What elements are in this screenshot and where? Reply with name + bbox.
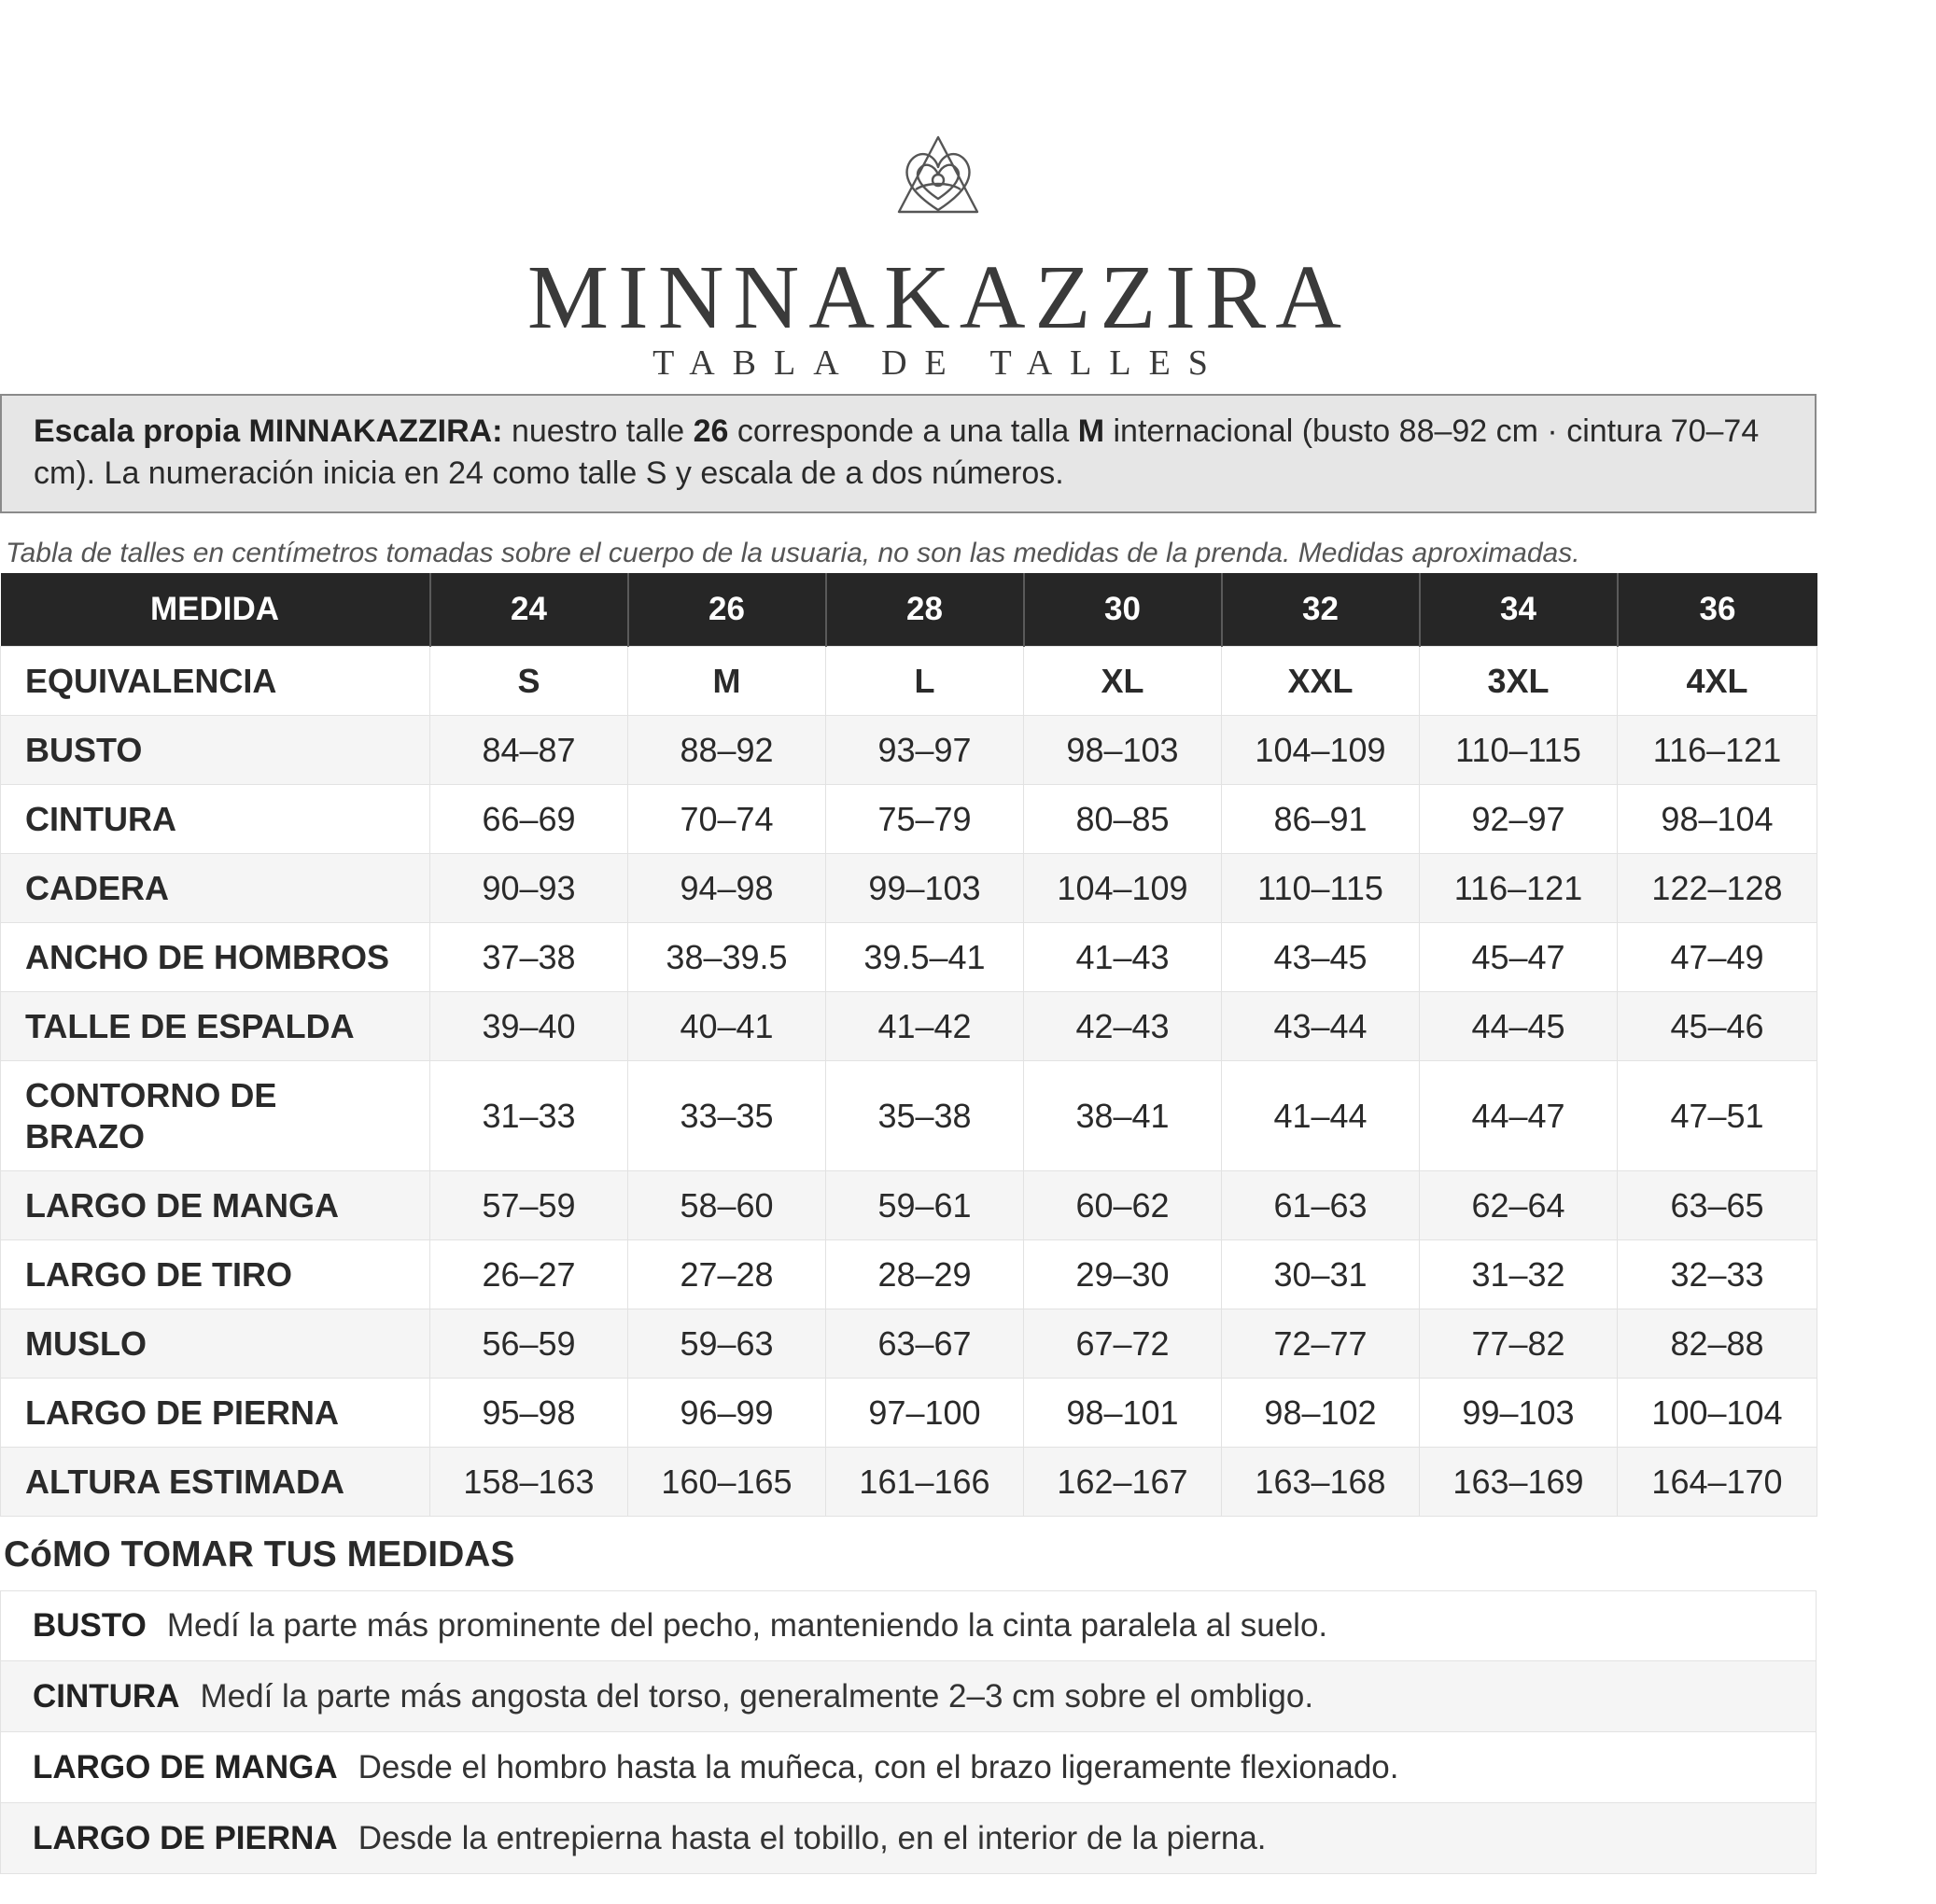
row-label: LARGO DE MANGA — [1, 1171, 430, 1240]
table-cell: 32–33 — [1618, 1240, 1817, 1309]
table-cell: 35–38 — [826, 1061, 1024, 1171]
brand-name: MINNAKAZZIRA — [526, 247, 1352, 348]
table-cell: 41–44 — [1222, 1061, 1420, 1171]
howto-term: LARGO DE MANGA — [33, 1748, 338, 1785]
table-cell: 38–41 — [1024, 1061, 1222, 1171]
table-cell: 26–27 — [430, 1240, 628, 1309]
table-cell: XL — [1024, 647, 1222, 716]
table-row — [1, 1309, 1817, 1379]
header-size: 30 — [1024, 573, 1222, 647]
row-label: EQUIVALENCIA — [1, 647, 430, 716]
table-cell: 95–98 — [430, 1379, 628, 1448]
howto-list — [0, 1590, 1817, 1874]
table-cell: 90–93 — [430, 854, 628, 923]
howto-term: BUSTO — [33, 1607, 147, 1644]
table-cell: 67–72 — [1024, 1309, 1222, 1379]
table-row — [1, 923, 1817, 992]
table-cell: 104–109 — [1222, 716, 1420, 785]
howto-term: CINTURA — [33, 1677, 180, 1715]
table-cell: 61–63 — [1222, 1171, 1420, 1240]
row-label: ANCHO DE HOMBROS — [1, 923, 430, 992]
table-cell: 164–170 — [1618, 1448, 1817, 1517]
table-cell: 84–87 — [430, 716, 628, 785]
table-cell: 116–121 — [1618, 716, 1817, 785]
table-cell: 160–165 — [628, 1448, 826, 1517]
table-cell: S — [430, 647, 628, 716]
table-cell: 27–28 — [628, 1240, 826, 1309]
header-size: 36 — [1618, 573, 1817, 647]
row-label: MUSLO — [1, 1309, 430, 1379]
table-cell: M — [628, 647, 826, 716]
row-label: CADERA — [1, 854, 430, 923]
howto-text: Medí la parte más angosta del torso, generalmente 2–3 cm sobre el ombligo. — [200, 1677, 1314, 1715]
table-row — [1, 1448, 1817, 1517]
header-size: 32 — [1222, 573, 1420, 647]
table-cell: 110–115 — [1222, 854, 1420, 923]
table-cell: 33–35 — [628, 1061, 826, 1171]
table-row — [1, 1240, 1817, 1309]
table-cell: 44–45 — [1420, 992, 1618, 1061]
table-cell: 30–31 — [1222, 1240, 1420, 1309]
table-cell: 43–44 — [1222, 992, 1420, 1061]
table-cell: 98–101 — [1024, 1379, 1222, 1448]
row-label: CONTORNO DE BRAZO — [1, 1061, 430, 1171]
table-cell: 99–103 — [1420, 1379, 1618, 1448]
table-cell: 116–121 — [1420, 854, 1618, 923]
table-cell: 63–65 — [1618, 1171, 1817, 1240]
notice-text-2: corresponde a una talla — [728, 413, 1078, 449]
table-cell: 80–85 — [1024, 785, 1222, 854]
table-cell: 94–98 — [628, 854, 826, 923]
notice-size-letter: M — [1077, 413, 1105, 449]
table-cell: 161–166 — [826, 1448, 1024, 1517]
howto-text: Desde el hombro hasta la muñeca, con el brazo ligeramente flexionado. — [358, 1748, 1399, 1785]
table-row — [1, 1379, 1817, 1448]
size-table — [0, 573, 1817, 1517]
table-cell: 59–61 — [826, 1171, 1024, 1240]
table-row — [1, 785, 1817, 854]
table-cell: 82–88 — [1618, 1309, 1817, 1379]
celtic-heart-knot-icon — [893, 133, 983, 219]
table-cell: 98–104 — [1618, 785, 1817, 854]
table-cell: 110–115 — [1420, 716, 1618, 785]
table-cell: 92–97 — [1420, 785, 1618, 854]
howto-text: Medí la parte más prominente del pecho, manteniendo la cinta paralela al suelo. — [166, 1607, 1328, 1644]
table-cell: 96–99 — [628, 1379, 826, 1448]
table-cell: 158–163 — [430, 1448, 628, 1517]
table-cell: 122–128 — [1618, 854, 1817, 923]
table-cell: 72–77 — [1222, 1309, 1420, 1379]
howto-title: CóMO TOMAR TUS MEDIDAS — [4, 1534, 515, 1575]
table-cell: 63–67 — [826, 1309, 1024, 1379]
table-cell: 29–30 — [1024, 1240, 1222, 1309]
table-cell: 86–91 — [1222, 785, 1420, 854]
table-cell: 58–60 — [628, 1171, 826, 1240]
howto-term: LARGO DE PIERNA — [33, 1819, 338, 1856]
header-size: 24 — [430, 573, 628, 647]
table-cell: 47–49 — [1618, 923, 1817, 992]
table-cell: 163–169 — [1420, 1448, 1618, 1517]
table-row — [1, 1061, 1817, 1171]
table-cell: 47–51 — [1618, 1061, 1817, 1171]
table-cell: 62–64 — [1420, 1171, 1618, 1240]
table-cell: 45–46 — [1618, 992, 1817, 1061]
row-label: LARGO DE PIERNA — [1, 1379, 430, 1448]
brand-subtitle: TABLA DE TALLES — [652, 343, 1226, 383]
table-row — [1, 992, 1817, 1061]
table-cell: 39–40 — [430, 992, 628, 1061]
header-size: 28 — [826, 573, 1024, 647]
header-size: 26 — [628, 573, 826, 647]
table-cell: 57–59 — [430, 1171, 628, 1240]
row-label: BUSTO — [1, 716, 430, 785]
table-cell: 40–41 — [628, 992, 826, 1061]
table-cell: 43–45 — [1222, 923, 1420, 992]
table-cell: 41–42 — [826, 992, 1024, 1061]
table-cell: 31–33 — [430, 1061, 628, 1171]
table-cell: 70–74 — [628, 785, 826, 854]
table-cell: 39.5–41 — [826, 923, 1024, 992]
table-cell: 98–103 — [1024, 716, 1222, 785]
header-medida: MEDIDA — [1, 573, 430, 647]
table-cell: 59–63 — [628, 1309, 826, 1379]
table-row — [1, 647, 1817, 716]
table-cell: 31–32 — [1420, 1240, 1618, 1309]
row-label: ALTURA ESTIMADA — [1, 1448, 430, 1517]
notice-size-number: 26 — [693, 413, 729, 449]
table-cell: 93–97 — [826, 716, 1024, 785]
notice-text-1: nuestro talle — [502, 413, 694, 449]
howto-item — [0, 1590, 1817, 1661]
table-cell: 75–79 — [826, 785, 1024, 854]
table-cell: 100–104 — [1618, 1379, 1817, 1448]
table-row — [1, 716, 1817, 785]
table-cell: 44–47 — [1420, 1061, 1618, 1171]
row-label: CINTURA — [1, 785, 430, 854]
table-cell: 3XL — [1420, 647, 1618, 716]
table-cell: 98–102 — [1222, 1379, 1420, 1448]
howto-item — [0, 1803, 1817, 1874]
table-cell: 28–29 — [826, 1240, 1024, 1309]
table-row — [1, 1171, 1817, 1240]
table-cell: 56–59 — [430, 1309, 628, 1379]
table-cell: 162–167 — [1024, 1448, 1222, 1517]
table-cell: 41–43 — [1024, 923, 1222, 992]
notice-text-3: internacional (busto 88–92 cm · cintura 70–74 cm). La numeración inicia en 24 como talle S y escala de a dos números. — [34, 413, 1760, 491]
howto-item — [0, 1661, 1817, 1732]
table-cell: 4XL — [1618, 647, 1817, 716]
table-caption: Tabla de talles en centímetros tomadas sobre el cuerpo de la usuaria, no son las medidas de la prenda. Medidas aproximadas. — [6, 538, 1580, 568]
table-cell: 163–168 — [1222, 1448, 1420, 1517]
table-cell: 66–69 — [430, 785, 628, 854]
howto-text: Desde la entrepierna hasta el tobillo, en el interior de la pierna. — [358, 1819, 1267, 1856]
table-cell: 104–109 — [1024, 854, 1222, 923]
table-header-row — [1, 573, 1817, 647]
row-label: TALLE DE ESPALDA — [1, 992, 430, 1061]
header-size: 34 — [1420, 573, 1618, 647]
howto-item — [0, 1732, 1817, 1803]
row-label: LARGO DE TIRO — [1, 1240, 430, 1309]
table-cell: 42–43 — [1024, 992, 1222, 1061]
table-cell: 38–39.5 — [628, 923, 826, 992]
table-cell: L — [826, 647, 1024, 716]
table-cell: 60–62 — [1024, 1171, 1222, 1240]
table-cell: 99–103 — [826, 854, 1024, 923]
table-cell: 97–100 — [826, 1379, 1024, 1448]
table-cell: XXL — [1222, 647, 1420, 716]
notice-lead: Escala propia MINNAKAZZIRA: — [34, 413, 503, 449]
table-cell: 37–38 — [430, 923, 628, 992]
table-cell: 77–82 — [1420, 1309, 1618, 1379]
table-row — [1, 854, 1817, 923]
table-cell: 45–47 — [1420, 923, 1618, 992]
table-cell: 88–92 — [628, 716, 826, 785]
scale-notice — [0, 394, 1817, 513]
